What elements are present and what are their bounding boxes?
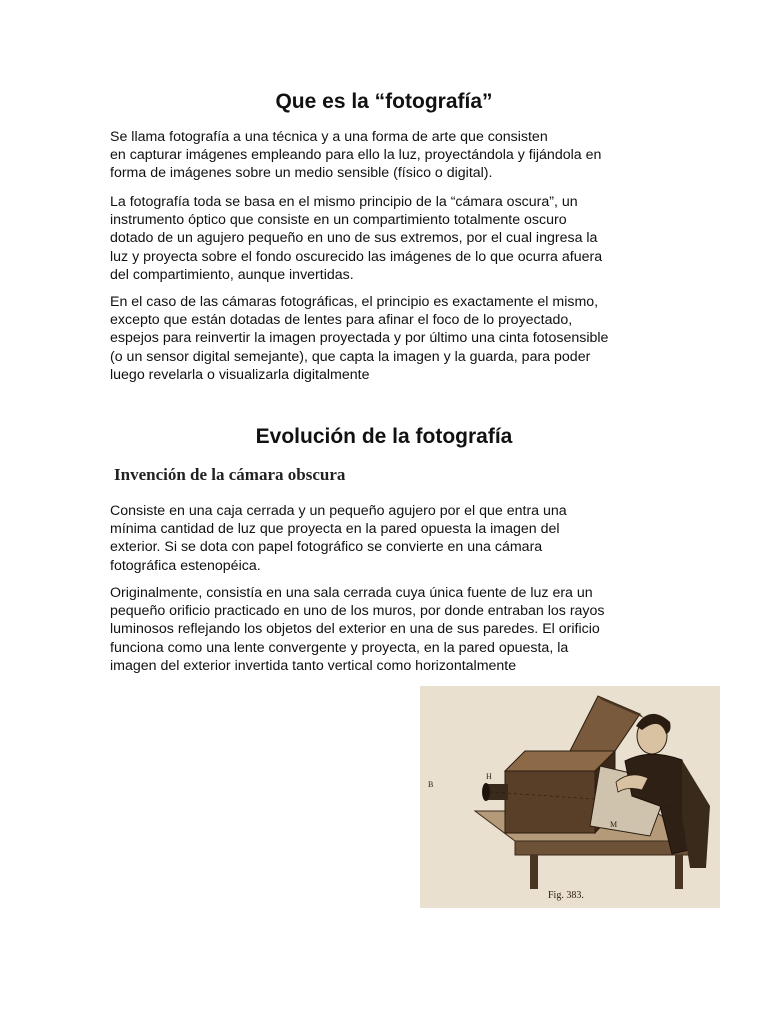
label-h: H [486,772,492,781]
text-line: imagen del exterior invertida tanto vertical como horizontalmente [110,657,517,674]
label-b: B [428,780,434,789]
section1-paragraph-3 [110,293,670,384]
figure-caption: Fig. 383. [548,890,584,901]
section2-paragraph-1 [110,502,670,575]
text-line: En el caso de las cámaras fotográficas, el principio es exactamente el mismo, [110,294,599,310]
label-o: O [667,803,673,812]
text-line: luminosos reflejando los objetos del exterior en una de sus paredes. El orificio [110,621,600,638]
section2-subtitle: Invención de la cámara obscura [114,465,346,484]
text-line: pequeño orificio practicado en uno de los muros, por donde entraban los rayos [110,603,605,620]
text-line: fotográfica estenopéica. [110,557,261,574]
section2-title: Evolución de la fotografía [255,425,513,448]
text-line: mínima cantidad de luz que proyecta en la pared opuesta la imagen del [110,521,560,538]
camera-obscura-figure [420,686,720,908]
label-m: M [610,820,618,829]
camera-obscura-engraving-icon [420,686,720,908]
text-line: instrumento óptico que consiste en un compartimiento totalmente oscuro [110,212,567,229]
section2-paragraph-2 [110,584,670,675]
text-line: luz y proyecta sobre el fondo oscurecido las imágenes de lo que ocurra afuera [110,248,603,265]
section1-paragraph-1 [110,128,670,183]
text-line: del compartimiento, aunque invertidas. [110,266,354,283]
text-line: funciona como una lente convergente y proyecta, en la pared opuesta, la [110,639,569,656]
text-line: forma de imágenes sobre un medio sensible (físico o digital). [110,165,493,182]
text-line: Originalmente, consistía en una sala cerrada cuya única fuente de luz era un [110,585,593,601]
text-line: dotado de un agujero pequeño en uno de sus extremos, por el cual ingresa la [110,230,598,247]
text-line: excepto que están dotadas de lentes para afinar el foco de lo proyectado, [110,312,573,329]
section1-title: Que es la “fotografía” [275,90,493,113]
text-line: (o un sensor digital semejante), que capta la imagen y la guarda, para poder [110,348,591,365]
text-line: exterior. Si se dota con papel fotográfico se convierte en una cámara [110,539,543,556]
text-line: espejos para reinvertir la imagen proyectada y por último una cinta fotosensible [110,330,609,347]
text-line: en capturar imágenes empleando para ello la luz, proyectándola y fijándola en [110,147,602,164]
text-line: Se llama fotografía a una técnica y a una forma de arte que consisten [110,129,548,145]
text-line: La fotografía toda se basa en el mismo principio de la “cámara oscura”, un [110,194,578,210]
text-line: Consiste en una caja cerrada y un pequeño agujero por el que entra una [110,503,567,519]
section1-paragraph-2 [110,193,670,284]
text-line: luego revelarla o visualizarla digitalmente [110,366,370,383]
